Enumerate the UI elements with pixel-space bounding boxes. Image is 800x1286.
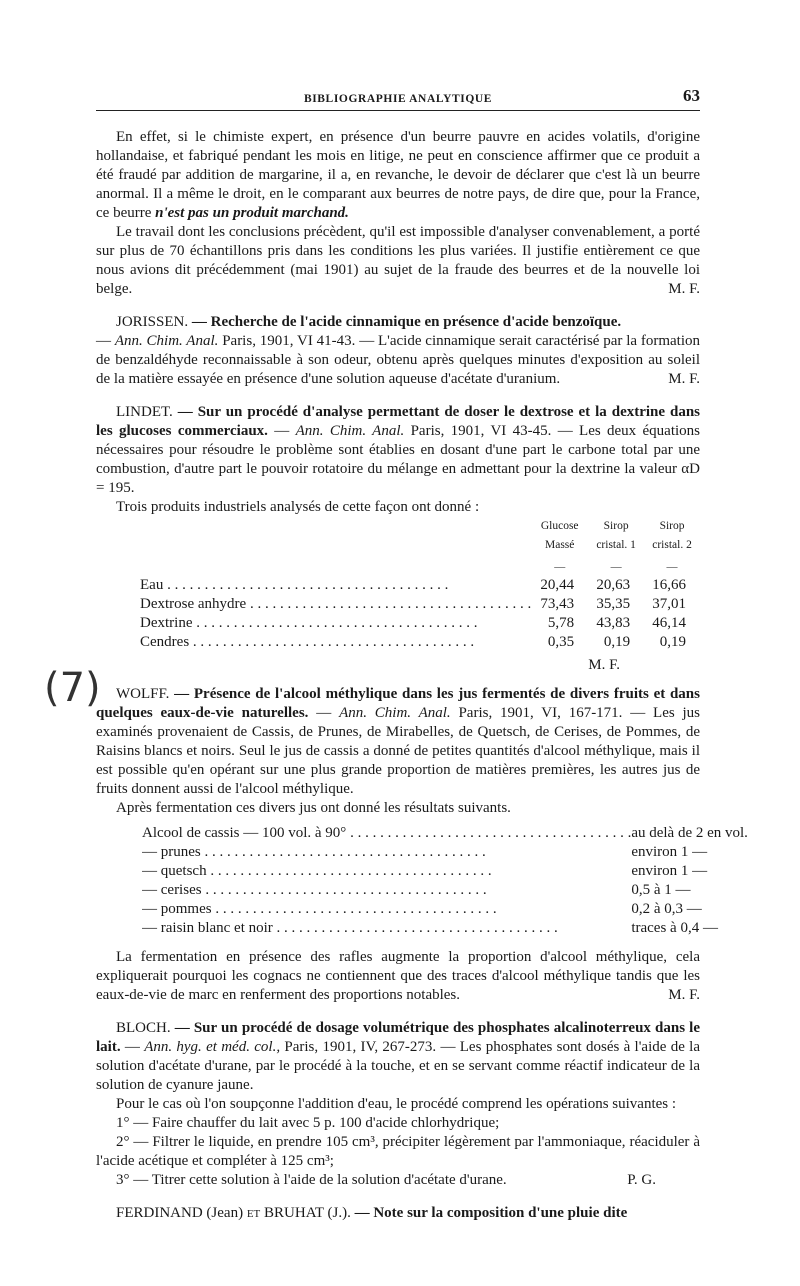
row-label: Dextrose anhydre xyxy=(140,596,247,612)
table-cell: 20,63 xyxy=(596,577,631,593)
signature: P. G. xyxy=(627,1172,656,1188)
conjunction: ET xyxy=(246,1208,261,1220)
entry-title: — Note sur la composition d'une pluie dite xyxy=(354,1205,628,1221)
entry-lindet: LINDET. — Sur un procédé d'analyse permettant de doser le dextrose et la dextrine dans les glucoses commerciaux. — Ann. Chim. Anal. Paris, 1901, VI 43-45. — Les deux équations nécessaires pour résoudre le problème sont établies en dosant d'une part le carbone total par une combustion, d'autre part le pouvoir rotatoire du mélange en admettant pour la dextrine la valeur αD = 195. xyxy=(96,404,701,496)
entry-jorissen: JORISSEN. — Recherche de l'acide cinnamique en présence d'acide benzoïque. — Ann. Chim. Anal. Paris, 1901, VI 41-43. — L'acide cinnamique serait caractérisé par la formation de benzaldéhyde reconnaissable à son odeur, obtenu après quelques minutes d'exposition au soleil de la matière essayée en présence d'une solution aqueuse d'acétate d'uranium. M. F. xyxy=(96,314,700,387)
column-header: Sirop cristal. 2 xyxy=(652,520,692,551)
table-row xyxy=(140,633,700,652)
table-row xyxy=(140,595,700,614)
entry-text: Paris, 1901, VI, 167-171. — Les jus examinés provenaient de Cassis, de Prunes, de Mirabelles, de Quetsch, de Cerises, de Pommes, de Raisins blancs et noirs. Seul le jus de cassis a donné de petites quantités d'alcool méthylique, mais il est possible qu'en opérant sur une plus grande proportion de matières premières, les autres jus de fruits donnent aussi de l'alcool méthylique. xyxy=(96,705,701,797)
table-cell: 0,5 à 1 — xyxy=(631,882,691,898)
table-cell: 73,43 xyxy=(540,596,575,612)
entry-ferdinand xyxy=(96,1204,700,1224)
row-label: — cerises xyxy=(142,882,202,898)
row-label: — prunes xyxy=(142,844,201,860)
entry-title: — Présence de l'alcool méthylique dans les jus fermentés de divers fruits et dans quelques eaux-de-vie naturelles. xyxy=(96,686,700,721)
signature: M. F. xyxy=(588,657,620,673)
table-cell: 16,66 xyxy=(652,577,686,593)
row-label: — pommes xyxy=(142,901,212,917)
running-title: BIBLIOGRAPHIE ANALYTIQUE xyxy=(303,93,493,105)
signature: M. F. xyxy=(668,281,700,297)
handwritten-margin-note: (7) xyxy=(44,665,101,711)
row-label: Cendres xyxy=(140,634,190,650)
entry-author: BLOCH. xyxy=(116,1020,171,1036)
table-cell: traces à 0,4 — xyxy=(631,920,718,936)
paragraph-text: La fermentation en présence des rafles augmente la proportion d'alcool méthylique, cela expliquerait pourquoi les cognacs ne contiennent que des traces d'alcool méthylique tandis que les eaux-de-vie de marc en renferment des proportions notables. xyxy=(96,949,700,1003)
journal-ref: Ann. Chim. Anal. xyxy=(114,333,219,349)
table-cell: 37,01 xyxy=(652,596,686,612)
entry-wolff: WOLFF. — Présence de l'alcool méthylique dans les jus fermentés de divers fruits et dans quelques eaux-de-vie naturelles. — Ann. Chim. Anal. Paris, 1901, VI, 167-171. — Les jus examinés provenaient de Cassis, de Prunes, de Mirabelles, de Quetsch, de Cerises, de Pommes, de Raisins blancs et noirs. Seul le jus de cassis a donné de petites quantités d'alcool méthylique, mais il est possible qu'en opérant sur une plus grande proportion de matières premières, les autres jus de fruits donnent aussi de l'alcool méthylique. xyxy=(96,686,701,797)
table-cell: environ 1 — xyxy=(631,863,708,879)
list-item: 3° — Titrer cette solution à l'aide de la solution d'acétate d'urane. P. G. xyxy=(116,1172,656,1188)
table-row xyxy=(140,614,700,633)
entry-author: FERDINAND (Jean) xyxy=(116,1205,244,1221)
wolff-conclusion xyxy=(96,948,700,1005)
table-cell: 20,44 xyxy=(540,577,575,593)
journal-ref: Ann. Chim. Anal. xyxy=(339,705,451,721)
list-item: 2° — Filtrer le liquide, en prendre 105 cm³, précipiter légèrement par l'ammoniaque, réaciduler à l'acide acétique et compléter à 125 cm³; xyxy=(96,1134,700,1169)
wolff-intro: Après fermentation ces divers jus ont donné les résultats suivants. xyxy=(116,800,511,816)
table-cell: 35,35 xyxy=(596,596,631,612)
row-label: — quetsch xyxy=(142,863,207,879)
table-cell: 46,14 xyxy=(652,615,686,631)
entry-text: Paris, 1901, IV, 267-273. — Les phosphates sont dosés à l'aide de la solution d'acétate d'urane, par le procédé à la touche, et en se servant comme réactif indicateur de la solution de cyanure jaune. xyxy=(96,1039,700,1093)
entry-author: JORISSEN. xyxy=(116,314,189,330)
paragraph-beurre-1 xyxy=(96,128,700,223)
entry-title: — Recherche de l'acide cinnamique en présence d'acide benzoïque. xyxy=(191,314,622,330)
alcohol-results-table xyxy=(142,824,748,938)
paragraph-text: En effet, si le chimiste expert, en présence d'un beurre pauvre en acides volatils, d'origine hollandaise, et fabriqué pendant les mois en litige, ne peut en conscience affirmer que ce produit a été fraudé par addition de margarine, il a, en revanche, le devoir de déclarer que c'est là un beurre anormal. Il a même le droit, en le comparant aux beurres de notre pays, de dire que, pour la France, ce beurre xyxy=(96,129,700,221)
table-cell: 0,19 xyxy=(603,634,631,650)
table-cell: 0,2 à 0,3 — xyxy=(631,901,702,917)
page-header xyxy=(96,88,700,111)
table-cell: au delà de 2 en vol. xyxy=(631,825,748,841)
table-row xyxy=(142,881,748,900)
table-row xyxy=(142,919,748,938)
entry-title: — Sur un procédé d'analyse permettant de doser le dextrose et la dextrine dans les glucoses commerciaux. xyxy=(96,404,701,439)
table-row xyxy=(142,900,748,919)
journal-ref: Ann. Chim. Anal. xyxy=(295,423,405,439)
signature: M. F. xyxy=(668,371,700,387)
table-row xyxy=(142,862,748,881)
entry-author: WOLFF. xyxy=(116,686,170,702)
glucose-table: Glucose Massé Sirop cristal. 1 Sirop cristal. 2 — — — Eau . . . 20,44 20,63 16,66 Dextrose anhydre . . . 73,43 35,35 37,01 Dextrine . . . 5,78 43,83 46,14 Cendres . . . 0,35 0,19 0,19 xyxy=(140,517,700,652)
entry-title: — Sur un procédé de dosage volumétrique des phosphates alcalinoterreux dans le lait. xyxy=(96,1020,701,1055)
table-cell: environ 1 — xyxy=(631,844,708,860)
table-row xyxy=(142,824,748,843)
entry-text: Paris, 1901, VI 43-45. — Les deux équations nécessaires pour résoudre le problème sont établies en dosant d'une part le carbone total par une combustion, d'autre part le pouvoir rotatoire du mélange en admettant pour la dextrine la valeur αD = 195. xyxy=(96,423,700,496)
list-item: 1° — Faire chauffer du lait avec 5 p. 100 d'acide chlorhydrique; xyxy=(116,1115,500,1131)
page-body xyxy=(96,128,748,1224)
table-cell: 43,83 xyxy=(596,615,631,631)
emphasis-text: n'est pas un produit marchand. xyxy=(155,205,349,221)
entry-author: LINDET. xyxy=(116,404,173,420)
row-label: Dextrine xyxy=(140,615,193,631)
entry-text: Paris, 1901, VI 41-43. — L'acide cinnamique serait caractérisé par la formation de benzaldéhyde reconnaissable à son odeur, obtenu après quelques minutes d'exposition au soleil de la matière essayée en présence d'une solution aqueuse d'acétate d'uranium. xyxy=(96,333,700,387)
lindet-intro: Trois produits industriels analysés de cette façon ont donné : xyxy=(116,499,480,515)
entry-bloch: BLOCH. — Sur un procédé de dosage volumétrique des phosphates alcalinoterreux dans le lait. — Ann. hyg. et méd. col., Paris, 1901, IV, 267-273. — Les phosphates sont dosés à l'aide de la solution d'acétate d'urane, par le procédé à la touche, et en se servant comme réactif indicateur de la solution de cyanure jaune. xyxy=(96,1020,701,1093)
table-cell: 0,35 xyxy=(547,634,575,650)
paragraph-beurre-2 xyxy=(96,223,700,299)
entry-author-2: BRUHAT (J.). xyxy=(264,1205,351,1221)
page-number: 63 xyxy=(683,86,700,105)
row-label: Alcool de cassis — 100 vol. à 90° xyxy=(142,825,347,841)
table-row xyxy=(140,576,700,595)
bloch-intro: Pour le cas où l'on soupçonne l'addition d'eau, le procédé comprend les opérations suivantes : xyxy=(116,1096,677,1112)
table-row xyxy=(142,843,748,862)
row-label: Eau xyxy=(140,577,164,593)
table-cell: 0,19 xyxy=(659,634,686,650)
journal-ref: Ann. hyg. et méd. col., xyxy=(144,1039,281,1055)
column-header: Sirop cristal. 1 xyxy=(596,520,636,551)
row-label: — raisin blanc et noir xyxy=(142,920,273,936)
table-cell: 5,78 xyxy=(547,615,575,631)
paragraph-text: Le travail dont les conclusions précèdent, qu'il est impossible d'analyser convenablement, a porté sur plus de 70 échantillons pris dans les conditions les plus variées. Il justifie entièrement ce que nous avions dit précédemment (mai 1901) au sujet de la fraude des beurres et de la nouvelle loi belge. xyxy=(96,224,700,297)
column-header: Glucose Massé xyxy=(540,520,579,551)
signature: M. F. xyxy=(668,987,700,1003)
